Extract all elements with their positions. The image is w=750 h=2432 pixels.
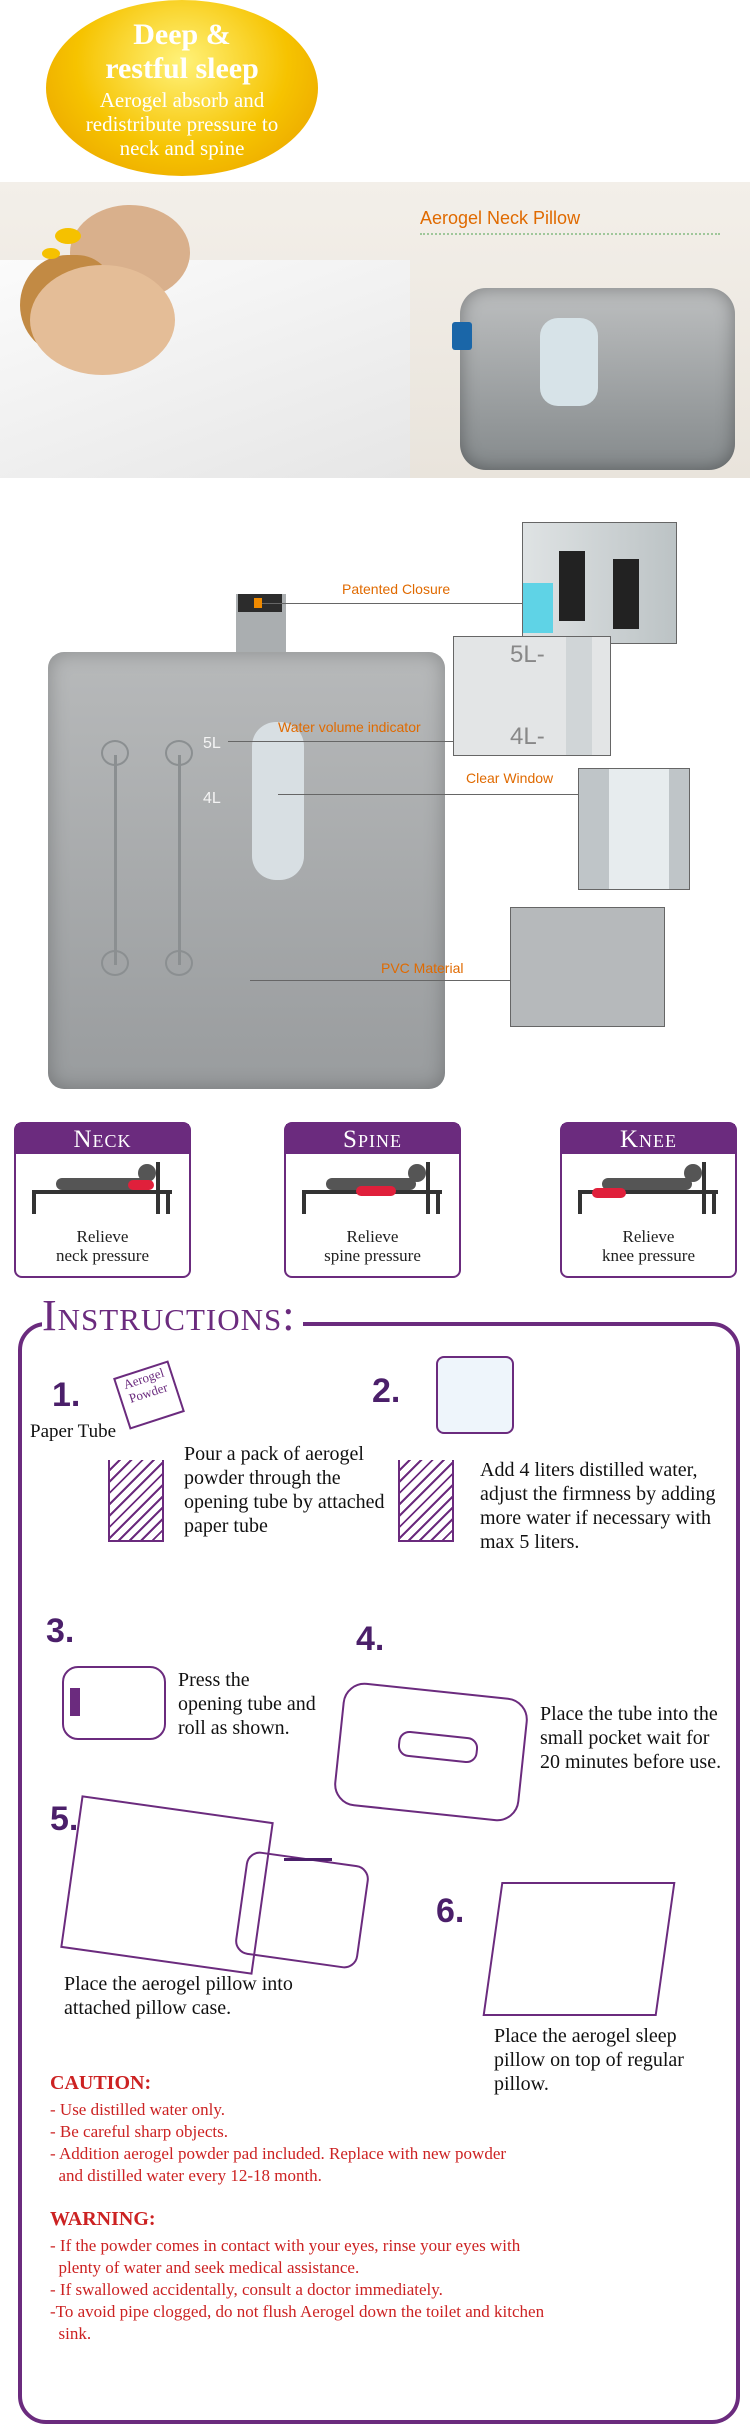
step-6-text: Place the aerogel sleep pillow on top of regular pillow.	[494, 2025, 684, 2095]
indicator-5l: 5L	[203, 735, 221, 752]
step-3-number: 3.	[46, 1612, 75, 1650]
thought-dot	[42, 248, 60, 259]
zoom-closure	[522, 522, 677, 644]
pillow-seam	[178, 755, 181, 965]
jug-drawing	[436, 1356, 514, 1434]
spine-pad	[356, 1186, 396, 1196]
card-title: Neck	[16, 1124, 189, 1154]
knee-pad	[592, 1188, 626, 1198]
zoom-indicator	[453, 636, 611, 756]
bed-leg	[578, 1190, 582, 1214]
card-neck	[14, 1122, 191, 1278]
step-1-number: 1.	[52, 1376, 81, 1414]
callout-material: PVC Material	[381, 960, 464, 976]
card-title: Knee	[562, 1124, 735, 1154]
instructions-title: Instructions:	[42, 1290, 303, 1341]
bed-leg	[166, 1190, 170, 1214]
headline-bubble	[46, 0, 318, 176]
bed-head	[702, 1162, 706, 1214]
pillow-bump	[101, 740, 129, 766]
warning-line: - If the powder comes in contact with your eyes, rinse your eyes with	[50, 2236, 521, 2255]
pillow-bump	[101, 950, 129, 976]
pillow-cap	[452, 322, 472, 350]
warning-line: - If swallowed accidentally, consult a doctor immediately.	[50, 2280, 443, 2299]
powder-pack: Aerogel Powder	[113, 1360, 185, 1429]
warning-title: WARNING:	[50, 2208, 156, 2230]
caution-line: and distilled water every 12-18 month.	[50, 2166, 322, 2185]
person-head	[684, 1164, 702, 1182]
caution-line: - Use distilled water only.	[50, 2100, 225, 2119]
step-5-text: Place the aerogel pillow into attached pillow case.	[64, 1973, 293, 2019]
cap-blue	[523, 583, 553, 633]
callout-line	[250, 980, 510, 981]
tube-drawing	[108, 1460, 164, 1542]
step-2-number: 2.	[372, 1372, 401, 1410]
card-text: Relieve spine pressure	[324, 1227, 421, 1265]
zoom-4l: 4L-	[510, 723, 545, 750]
thought-dot	[55, 228, 81, 244]
warning-line: sink.	[50, 2324, 92, 2343]
warning-line: plenty of water and seek medical assistance.	[50, 2258, 360, 2277]
card-spine	[284, 1122, 461, 1278]
card-text: Relieve neck pressure	[56, 1227, 149, 1265]
clear-window	[252, 722, 304, 880]
bed-head	[426, 1162, 430, 1214]
velcro-strip	[559, 551, 585, 621]
callout-line	[278, 794, 578, 795]
tube-drawing	[398, 1460, 454, 1542]
card-knee	[560, 1122, 737, 1278]
step-6-number: 6.	[436, 1892, 465, 1930]
tube-cap-icon	[70, 1688, 80, 1716]
bed-icon	[32, 1190, 172, 1194]
step-3-text: Press the opening tube and roll as shown.	[178, 1669, 316, 1739]
zoom-window	[578, 768, 690, 890]
arrow-left-icon	[284, 1858, 332, 1861]
pillow-window	[540, 318, 598, 406]
hero-subtitle: Aerogel absorb and redistribute pressure to neck and spine	[85, 88, 279, 160]
bed-leg	[302, 1190, 306, 1214]
pillow-bump	[165, 950, 193, 976]
callout-line	[262, 603, 522, 604]
caution-title: CAUTION:	[50, 2072, 152, 2094]
step-4-text: Place the tube into the small pocket wait for 20 minutes before use.	[540, 1703, 722, 1773]
pillow-bump	[165, 740, 193, 766]
step-1-text: Pour a pack of aerogel powder through the opening tube by attached paper tube	[184, 1443, 385, 1537]
window-strip	[566, 637, 592, 755]
bed-leg	[436, 1190, 440, 1214]
step-4-number: 4.	[356, 1620, 385, 1658]
product-title: Aerogel Neck Pillow	[420, 208, 581, 228]
window-detail	[609, 769, 669, 889]
callout-window: Clear Window	[466, 770, 554, 786]
hero-title: Deep & restful sleep	[105, 18, 259, 85]
paper-tube-label: Paper Tube	[30, 1421, 117, 1442]
indicator-4l: 4L	[203, 790, 221, 807]
pillow-seam	[114, 755, 117, 965]
bed-head	[156, 1162, 160, 1214]
warning-line: -To avoid pipe clogged, do not flush Aerogel down the toilet and kitchen	[50, 2302, 545, 2321]
callout-line	[228, 741, 453, 742]
step-5-number: 5.	[50, 1800, 79, 1838]
card-title: Spine	[286, 1124, 459, 1154]
closure-marker	[254, 598, 262, 608]
caution-line: - Be careful sharp objects.	[50, 2122, 228, 2141]
title-divider	[420, 233, 720, 235]
velcro-strip	[613, 559, 639, 629]
neck-pad	[128, 1180, 154, 1190]
zoom-5l: 5L-	[510, 641, 545, 668]
card-text: Relieve knee pressure	[602, 1227, 695, 1265]
callout-indicator: Water volume indicator	[278, 719, 421, 735]
stacked-pillows-drawing	[483, 1882, 676, 2016]
caution-line: - Addition aerogel powder pad included. Replace with new powder	[50, 2144, 507, 2163]
pillow-insert-drawing	[233, 1850, 370, 1970]
step-2-text: Add 4 liters distilled water, adjust the firmness by adding more water if necessary with max 5 liters.	[480, 1459, 716, 1553]
zoom-material	[510, 907, 665, 1027]
bed-leg	[712, 1190, 716, 1214]
person-head	[408, 1164, 426, 1182]
callout-closure: Patented Closure	[342, 581, 451, 597]
pillow-diagram	[48, 652, 445, 1089]
woman-head	[30, 265, 175, 375]
bed-leg	[32, 1190, 36, 1214]
